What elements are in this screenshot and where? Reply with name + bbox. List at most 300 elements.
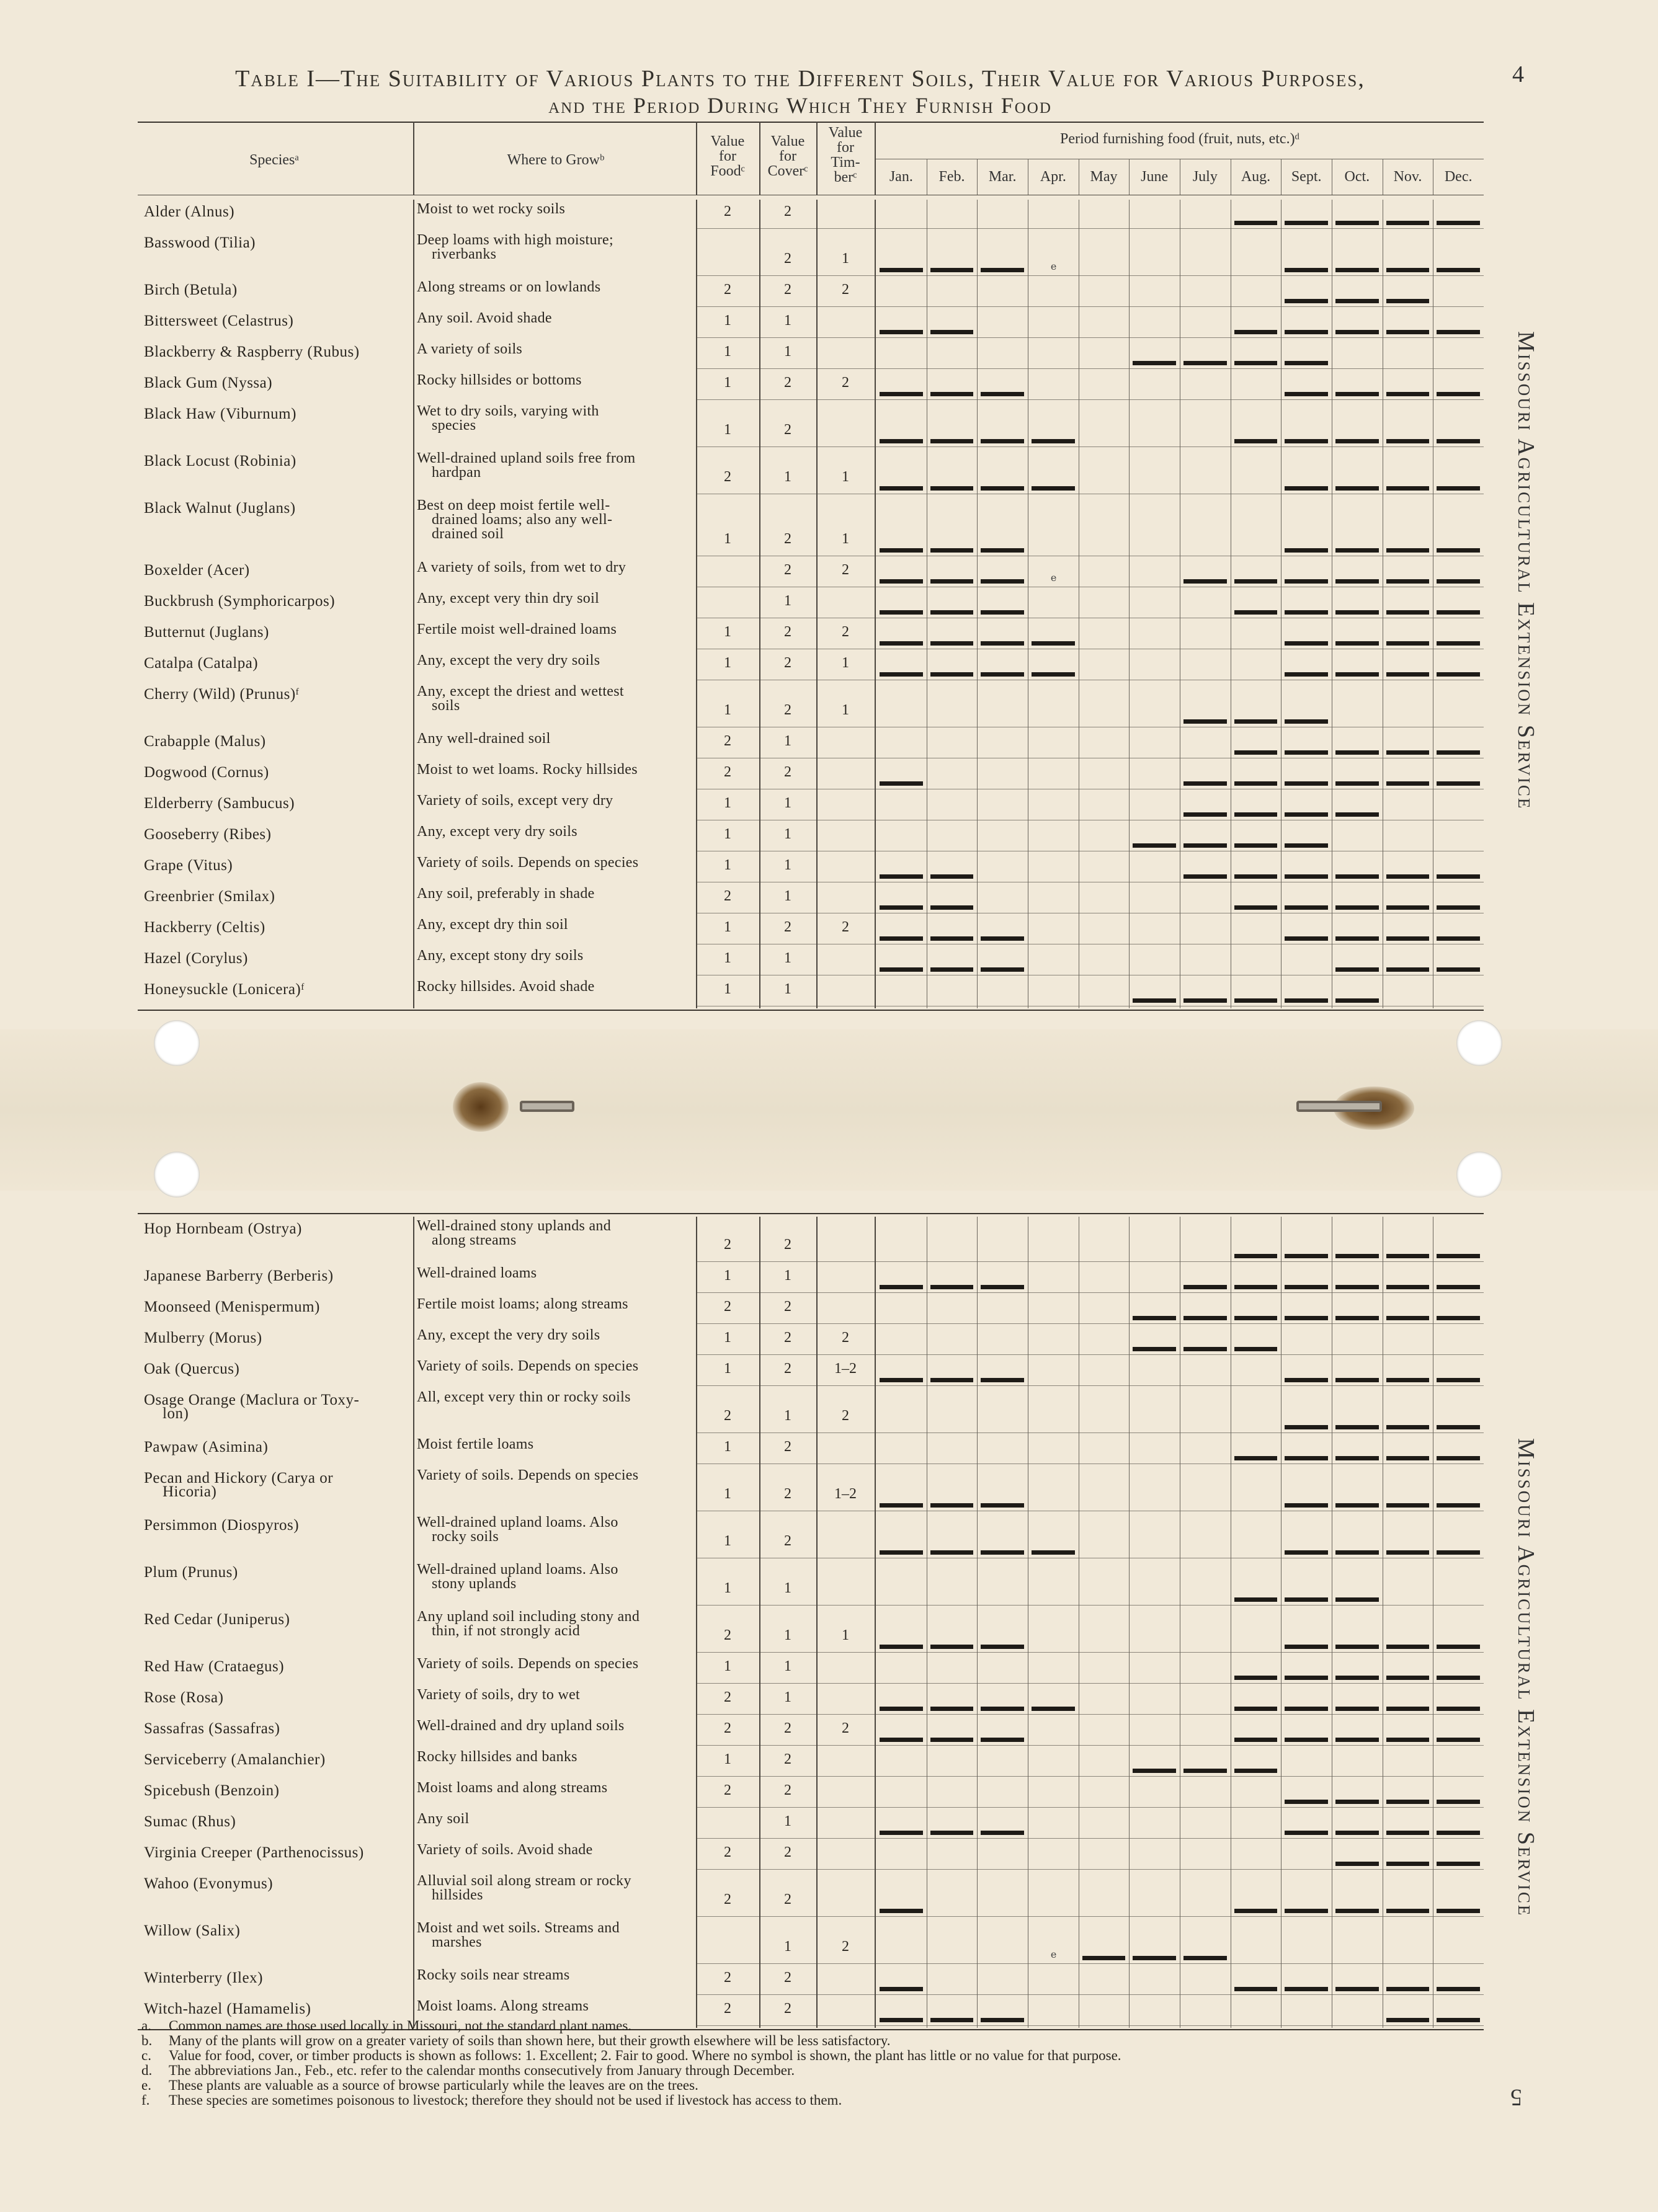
row-rule	[696, 1292, 1484, 1293]
where-to-grow	[417, 1921, 690, 1950]
where-to-grow	[417, 342, 690, 357]
value-cover: 1	[784, 1689, 791, 1705]
value-food: 1	[724, 702, 731, 718]
table-title	[124, 64, 1476, 118]
column-divider	[696, 122, 697, 195]
food-period-bar	[1234, 330, 1278, 334]
food-period-bar	[1285, 1800, 1328, 1804]
food-period-bar	[1437, 1676, 1480, 1680]
where-line: Moist loams and along streams	[417, 1780, 608, 1796]
food-period-bar	[880, 579, 923, 584]
where-line: thin, if not strongly acid	[432, 1623, 581, 1639]
where-line: Moist to wet loams. Rocky hillsides	[417, 762, 638, 778]
value-cover: 1	[784, 1580, 791, 1596]
food-period-bar	[981, 268, 1024, 272]
where-to-grow	[417, 1781, 690, 1795]
where-to-grow	[417, 654, 690, 668]
side-label-bottom	[1501, 1398, 1551, 1957]
column-divider	[759, 200, 760, 1008]
food-period-bar	[1183, 1316, 1227, 1320]
food-period-bar	[981, 486, 1024, 491]
food-period-bar	[1183, 874, 1227, 879]
food-period-bar	[981, 439, 1024, 443]
value-cover: 1	[784, 469, 791, 485]
food-period-bar	[1285, 1831, 1328, 1835]
food-period-bar	[1234, 998, 1278, 1003]
food-period-bar	[1437, 1707, 1480, 1711]
value-timber: 2	[842, 919, 849, 935]
food-period-bar	[1234, 1285, 1278, 1289]
food-period-bar	[880, 1987, 923, 1991]
food-period-bar	[1285, 1456, 1328, 1460]
food-period-bar	[1437, 1862, 1480, 1866]
food-period-bar	[1386, 1862, 1430, 1866]
species-name: Gooseberry (Ribes)	[144, 826, 272, 843]
where-line: Rocky hillsides or bottoms	[417, 372, 582, 388]
food-period-bar	[1437, 221, 1480, 225]
food-period-bar	[930, 439, 974, 443]
month-divider	[1129, 200, 1130, 1008]
food-period-bar	[1386, 1285, 1430, 1289]
where-to-grow	[417, 763, 690, 777]
where-line: Any, except the very dry soils	[417, 652, 600, 668]
table-top-rule	[138, 1213, 1484, 1214]
food-period-bar	[1285, 610, 1328, 615]
where-line: hillsides	[432, 1887, 483, 1903]
food-period-bar	[880, 1831, 923, 1835]
column-divider	[816, 122, 818, 195]
food-period-bar	[1234, 1987, 1278, 1991]
food-period-bar	[1234, 1597, 1278, 1602]
where-line: Any, except the very dry soils	[417, 1327, 600, 1343]
food-period-bar	[1437, 610, 1480, 615]
food-period-bar	[930, 672, 974, 677]
species-name: Buckbrush (Symphoricarpos)	[144, 593, 336, 610]
month-divider	[977, 159, 978, 195]
food-period-bar	[1386, 1987, 1430, 1991]
where-line: Moist and wet soils. Streams and	[417, 1920, 620, 1936]
where-line: Any soil, preferably in shade	[417, 886, 595, 902]
food-period-bar	[880, 330, 923, 334]
where-line: Any, except very dry soils	[417, 824, 577, 840]
footnote-key: b.	[141, 2033, 153, 2048]
row-rule	[696, 1807, 1484, 1808]
value-cover: 2	[784, 1720, 791, 1736]
where-line: Best on deep moist fertile well-	[417, 497, 610, 513]
species-name: Serviceberry (Amalanchier)	[144, 1751, 326, 1768]
food-period-bar	[981, 936, 1024, 941]
species-name: Osage Orange (Maclura or Toxy-	[144, 1392, 360, 1408]
where-to-grow	[417, 1874, 690, 1903]
value-cover: 2	[784, 1782, 791, 1798]
food-period-bar	[981, 1831, 1024, 1835]
value-cover: 2	[784, 1299, 791, 1315]
food-period-bar	[1234, 905, 1278, 910]
food-period-bar	[1183, 781, 1227, 786]
food-period-bar	[1386, 610, 1430, 615]
value-food: 1	[724, 1361, 731, 1377]
food-period-bar	[1437, 579, 1480, 584]
food-period-bar	[1386, 781, 1430, 786]
food-period-bar	[1183, 579, 1227, 584]
punch-hole	[1456, 1020, 1502, 1066]
food-period-bar	[981, 579, 1024, 584]
row-rule	[696, 306, 1484, 307]
species-name: Black Walnut (Juglans)	[144, 500, 296, 517]
food-period-bar	[1335, 1676, 1379, 1680]
row-rule	[696, 1869, 1484, 1870]
value-food: 1	[724, 1580, 731, 1596]
food-period-bar	[1335, 330, 1379, 334]
food-period-bar	[1133, 843, 1176, 848]
where-line: Well-drained stony uplands and	[417, 1218, 611, 1234]
food-period-bar	[880, 1645, 923, 1649]
footnote-text: Value for food, cover, or timber products is shown as follows: 1. Excellent; 2. Fair to good. Where no symbol is shown, the plant has little or no value for that purpose.	[169, 2048, 1121, 2063]
row-rule	[696, 1683, 1484, 1684]
where-to-grow	[417, 311, 690, 326]
where-to-grow	[417, 1657, 690, 1671]
food-period-bar	[880, 781, 923, 786]
value-cover: 2	[784, 1533, 791, 1549]
value-cover: 1	[784, 795, 791, 811]
row-rule	[696, 368, 1484, 369]
food-period-bar	[1133, 1769, 1176, 1773]
punch-hole	[1456, 1152, 1502, 1197]
side-label-text: Missouri Agricultural Extension Service	[1513, 331, 1539, 811]
food-period-bar	[1437, 1285, 1480, 1289]
value-cover: 1	[784, 344, 791, 360]
food-period-bar	[930, 268, 974, 272]
food-period-bar	[1386, 1707, 1430, 1711]
month-divider	[1129, 159, 1130, 195]
value-food: 1	[724, 857, 731, 873]
value-timber: 2	[842, 562, 849, 578]
column-divider	[816, 200, 818, 1008]
where-line: Variety of soils, dry to wet	[417, 1687, 581, 1703]
value-food: 2	[724, 1891, 731, 1908]
value-cover: 2	[784, 1237, 791, 1253]
where-to-grow	[417, 499, 690, 541]
row-rule	[696, 228, 1484, 229]
footnotes	[141, 2019, 1481, 2108]
species-name: Alder (Alnus)	[144, 203, 235, 220]
value-cover: 2	[784, 282, 791, 298]
value-food: 2	[724, 203, 731, 220]
where-line: Any soil	[417, 1811, 470, 1827]
food-period-bar	[1386, 330, 1430, 334]
food-period-bar	[1335, 1707, 1379, 1711]
food-period-bar	[1437, 1456, 1480, 1460]
species-name: Basswood (Tilia)	[144, 234, 256, 251]
species-name: Pecan and Hickory (Carya or	[144, 1470, 334, 1486]
species-name: Rose (Rosa)	[144, 1689, 224, 1706]
where-to-grow	[417, 825, 690, 839]
food-period-bar	[1386, 874, 1430, 879]
food-period-bar	[1285, 1707, 1328, 1711]
food-period-bar	[1032, 439, 1075, 443]
where-to-grow	[417, 1266, 690, 1281]
value-timber: 2	[842, 1408, 849, 1424]
column-divider	[759, 122, 760, 195]
where-line: Any, except dry thin soil	[417, 917, 568, 933]
value-cover: 2	[784, 764, 791, 780]
food-period-bar	[1335, 998, 1379, 1003]
food-period-bar	[1285, 998, 1328, 1003]
value-timber: 1	[842, 1627, 849, 1643]
species-name: Oak (Quercus)	[144, 1361, 240, 1377]
species-name: Black Locust (Robinia)	[144, 453, 296, 469]
row-rule	[696, 1261, 1484, 1262]
food-period-bar	[1285, 1378, 1328, 1382]
food-period-bar	[1234, 812, 1278, 817]
title-line-2: and the Period During Which They Furnish Food	[548, 93, 1052, 118]
value-cover: 1	[784, 1658, 791, 1674]
food-period-bar	[880, 1285, 923, 1289]
row-rule	[696, 1714, 1484, 1715]
row-rule	[696, 337, 1484, 338]
where-to-grow	[417, 1390, 690, 1405]
where-to-grow	[417, 1359, 690, 1374]
food-period-bar	[981, 1645, 1024, 1649]
food-period-bar	[981, 1707, 1024, 1711]
food-period-bar	[1335, 812, 1379, 817]
column-divider	[759, 1217, 760, 2028]
value-food: 2	[724, 1970, 731, 1986]
where-to-grow	[417, 794, 690, 808]
food-period-bar	[1437, 1738, 1480, 1742]
species-name: Black Haw (Viburnum)	[144, 406, 296, 422]
food-period-bar	[1437, 641, 1480, 646]
food-period-bar	[1335, 610, 1379, 615]
value-food: 1	[724, 1486, 731, 1502]
value-timber: 1	[842, 531, 849, 547]
value-food: 2	[724, 1782, 731, 1798]
where-to-grow	[417, 1297, 690, 1312]
food-period-bar	[1234, 1316, 1278, 1320]
food-period-bar	[930, 330, 974, 334]
species-name: Bittersweet (Celastrus)	[144, 313, 294, 329]
food-period-bar	[880, 1909, 923, 1913]
species-name: Hackberry (Celtis)	[144, 919, 265, 936]
food-period-bar	[1183, 1285, 1227, 1289]
food-period-bar	[930, 874, 974, 879]
food-period-bar	[930, 641, 974, 646]
where-line: Any soil. Avoid shade	[417, 310, 552, 326]
value-food: 2	[724, 282, 731, 298]
species-name: Hazel (Corylus)	[144, 950, 248, 967]
species-name: Hop Hornbeam (Ostrya)	[144, 1220, 302, 1237]
food-period-bar	[1234, 781, 1278, 786]
month-divider	[1129, 1217, 1130, 2028]
food-period-bar	[1335, 967, 1379, 972]
row-rule	[696, 1323, 1484, 1324]
food-period-bar	[1386, 299, 1430, 303]
food-period-bar	[1386, 1456, 1430, 1460]
food-period-bar	[1437, 1316, 1480, 1320]
species-name: Black Gum (Nyssa)	[144, 375, 273, 391]
where-line: stony uplands	[432, 1576, 517, 1592]
where-line: Along streams or on lowlands	[417, 279, 601, 295]
header-month: Oct.	[1344, 169, 1370, 185]
value-food: 1	[724, 826, 731, 842]
value-timber: 1–2	[834, 1486, 857, 1502]
food-period-bar	[1437, 1550, 1480, 1555]
food-period-bar	[1285, 1316, 1328, 1320]
footnote-text: The abbreviations Jan., Feb., etc. refer to the calendar months consecutively from January through December.	[169, 2063, 795, 2078]
value-food: 1	[724, 919, 731, 935]
header-month: Feb.	[938, 169, 965, 185]
food-period-bar	[981, 392, 1024, 396]
where-line: Moist loams. Along streams	[417, 1998, 589, 2014]
species-name: Winterberry (Ilex)	[144, 1970, 263, 1986]
food-period-bar	[880, 610, 923, 615]
food-period-bar	[1437, 1645, 1480, 1649]
footnote	[141, 2078, 1481, 2093]
column-divider	[413, 122, 414, 195]
header-month: Sept.	[1291, 169, 1322, 185]
value-cover: 1	[784, 950, 791, 966]
value-cover: 2	[784, 251, 791, 267]
value-cover: 2	[784, 1330, 791, 1346]
value-cover: 2	[784, 655, 791, 671]
species-name-cont: lon)	[163, 1405, 189, 1422]
where-to-grow	[417, 561, 690, 575]
header-month: July	[1192, 169, 1218, 185]
header-timber-line: Value	[828, 125, 863, 141]
punch-hole	[154, 1020, 200, 1066]
header-timber-line: for	[837, 140, 854, 156]
food-period-bar	[1437, 268, 1480, 272]
side-label-top	[1501, 291, 1551, 850]
row-rule	[696, 1776, 1484, 1777]
food-period-bar	[880, 1378, 923, 1382]
food-period-bar	[1335, 1316, 1379, 1320]
value-food: 1	[724, 344, 731, 360]
food-period-bar	[981, 672, 1024, 677]
value-food: 2	[724, 1844, 731, 1860]
food-period-bar	[1285, 1645, 1328, 1649]
food-period-bar	[1437, 1378, 1480, 1382]
food-period-bar	[1386, 1254, 1430, 1258]
food-period-bar	[1386, 641, 1430, 646]
footnote-key: c.	[141, 2048, 151, 2063]
where-line: drained soil	[432, 526, 504, 542]
species-name: Blackberry & Raspberry (Rubus)	[144, 344, 360, 360]
food-period-bar	[1386, 905, 1430, 910]
food-period-bar	[880, 1503, 923, 1508]
food-period-bar	[1386, 1831, 1430, 1835]
where-line: Moist to wet rocky soils	[417, 201, 566, 217]
food-period-bar	[880, 392, 923, 396]
where-line: drained loams; also any well-	[432, 512, 613, 528]
food-period-bar	[880, 905, 923, 910]
value-food: 2	[724, 1299, 731, 1315]
header-month: Mar.	[988, 169, 1017, 185]
food-period-bar	[1234, 1769, 1278, 1773]
month-divider	[977, 1217, 978, 2028]
food-period-bar	[1335, 1987, 1379, 1991]
row-rule	[696, 399, 1484, 400]
where-to-grow	[417, 623, 690, 637]
where-to-grow	[417, 1219, 690, 1248]
food-period-bar	[1335, 1831, 1379, 1835]
row-rule	[696, 1605, 1484, 1606]
food-period-bar	[1234, 579, 1278, 584]
food-period-bar	[1032, 1550, 1075, 1555]
food-period-bar	[1386, 750, 1430, 755]
row-rule	[696, 1385, 1484, 1386]
footnote-text: These plants are valuable as a source of browse particularly while the leaves are on the trees.	[169, 2077, 698, 2093]
value-cover: 1	[784, 1408, 791, 1424]
where-line: riverbanks	[432, 246, 497, 262]
food-period-bar	[1133, 1956, 1176, 1960]
food-period-bar	[1285, 330, 1328, 334]
value-food: 1	[724, 1330, 731, 1346]
species-name: Wahoo (Evonymus)	[144, 1875, 274, 1892]
food-period-bar	[880, 936, 923, 941]
species-name: Honeysuckle (Lonicera)ᶠ	[144, 981, 305, 998]
food-period-bar	[1183, 1769, 1227, 1773]
header-month: Nov.	[1393, 169, 1422, 185]
header-month: Aug.	[1241, 169, 1271, 185]
where-line: Variety of soils, except very dry	[417, 793, 613, 809]
food-period-bar	[1437, 439, 1480, 443]
column-divider	[816, 1217, 818, 2028]
column-divider	[413, 1217, 414, 2028]
food-period-bar	[1133, 998, 1176, 1003]
value-food: 2	[724, 1237, 731, 1253]
header-food-line: Value	[710, 133, 745, 149]
food-period-bar	[981, 641, 1024, 646]
food-period-bar	[1335, 641, 1379, 646]
food-period-bar	[1335, 486, 1379, 491]
column-divider	[696, 200, 697, 1008]
food-period-bar	[1437, 1254, 1480, 1258]
food-period-bar	[1285, 672, 1328, 677]
where-line: Deep loams with high moisture;	[417, 232, 613, 248]
where-line: species	[432, 417, 476, 433]
title-line-1: Table I—The Suitability of Various Plants to the Different Soils, Their Value for Various Purposes,	[235, 66, 1365, 92]
where-to-grow	[417, 918, 690, 932]
food-period-bar	[930, 1707, 974, 1711]
food-period-bar	[981, 1285, 1024, 1289]
where-to-grow	[417, 1468, 690, 1483]
where-to-grow	[417, 1968, 690, 1983]
species-name: Red Cedar (Juniperus)	[144, 1611, 290, 1628]
value-food: 1	[724, 313, 731, 329]
value-cover: 1	[784, 593, 791, 609]
food-period-bar	[880, 1707, 923, 1711]
species-name: Greenbrier (Smilax)	[144, 888, 275, 905]
food-period-bar	[1285, 812, 1328, 817]
header-timber	[816, 125, 875, 185]
food-period-bar	[1437, 1831, 1480, 1835]
food-period-bar	[1133, 1347, 1176, 1351]
food-period-bar	[1335, 579, 1379, 584]
value-food: 1	[724, 531, 731, 547]
column-divider	[875, 1217, 876, 2028]
where-line: hardpan	[432, 464, 481, 481]
where-to-grow	[417, 404, 690, 433]
food-period-bar	[1285, 1285, 1328, 1289]
value-cover: 1	[784, 313, 791, 329]
where-to-grow	[417, 685, 690, 713]
food-period-bar	[1335, 874, 1379, 879]
food-period-bar	[1285, 750, 1328, 755]
food-period-bar	[981, 548, 1024, 553]
food-period-bar	[930, 579, 974, 584]
food-period-bar	[1386, 672, 1430, 677]
